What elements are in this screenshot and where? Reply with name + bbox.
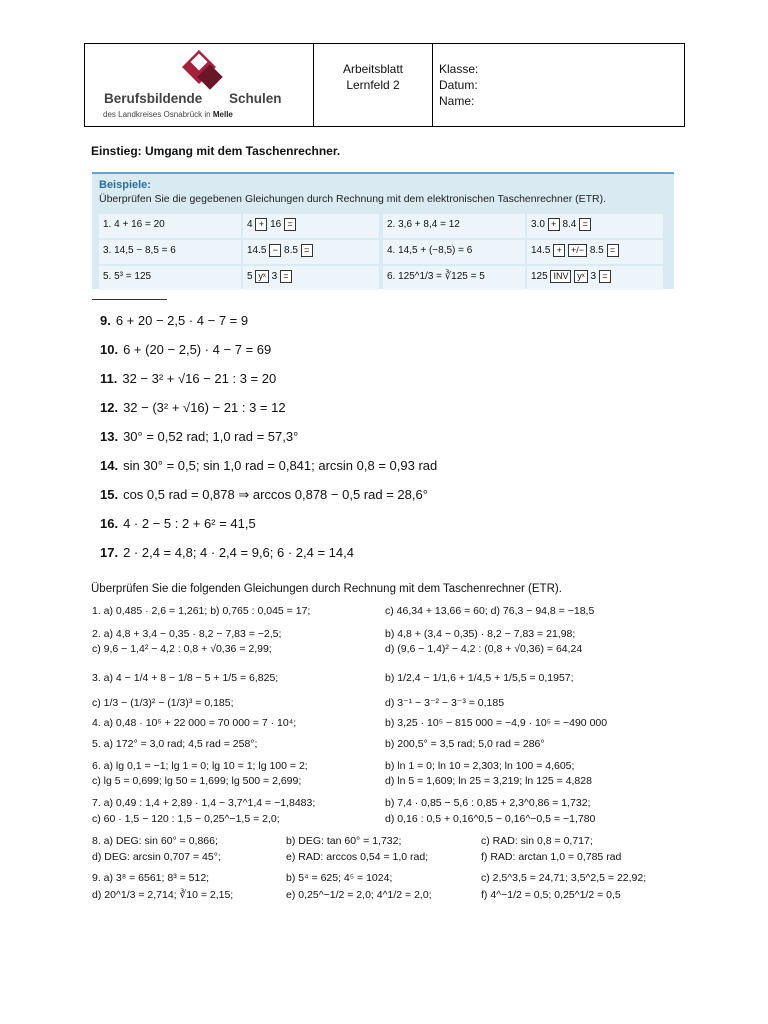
exercise-part-right: f) RAD: arctan 1,0 = 0,785 rad (481, 851, 622, 863)
example-equation: 1. 4 + 16 = 20 (99, 214, 241, 238)
key-value: 8.5 (589, 245, 604, 257)
exercise-part-left: c) 60 · 1,5 − 120 : 1,5 − 0,25^−1,5 = 2,0; (92, 813, 280, 825)
exercise-part-left: 3. a) 4 − 1/4 + 8 − 1/8 − 5 + 1/5 = 6,825; (92, 672, 279, 684)
exercise-part-left: d) DEG: arcsin 0,707 = 45°; (92, 851, 221, 863)
calculator-key: = (607, 244, 619, 257)
key-value: 3 (590, 271, 597, 283)
exercise-part-left: 1. a) 0,485 · 2,6 = 1,261; b) 0,765 : 0,045 = 17; (92, 605, 311, 617)
exercise-item: 14. sin 30° = 0,5; sin 1,0 rad = 0,841; arcsin 0,8 = 0,93 rad (100, 458, 438, 473)
calculator-key: = (280, 270, 292, 283)
exercise-part-left: 6. a) lg 0,1 = −1; lg 1 = 0; lg 10 = 1; lg 100 = 2; (92, 760, 308, 772)
student-info (432, 44, 684, 126)
exercise-item: 15. cos 0,5 rad = 0,878 ⇒ arccos 0,878 − 0,5 rad = 28,6° (100, 487, 428, 502)
calculator-key: = (301, 244, 313, 257)
calculator-key: = (579, 218, 591, 231)
key-value: 14.5 (531, 245, 551, 257)
exercise-part-middle: b) 5⁴ = 625; 4⁵ = 1024; (286, 872, 393, 884)
part2-heading: Überprüfen Sie die folgenden Gleichungen durch Rechnung mit dem Taschenrechner (ETR). (91, 583, 562, 595)
exercise-part-right: d) (9,6 − 1,4)² − 4,2 : (0,8 + √0,36) = 64,24 (385, 643, 583, 655)
key-value: 3 (271, 271, 278, 283)
examples-box (92, 172, 674, 289)
calculator-key: = (599, 270, 611, 283)
exercise-part-left: c) lg 5 = 0,699; lg 50 = 1,699; lg 500 = 2,699; (92, 775, 302, 787)
exercise-item: 9. 6 + 20 − 2,5 · 4 − 7 = 9 (100, 313, 249, 328)
exercise-part-right: c) RAD: sin 0,8 = 0,717; (481, 835, 593, 847)
exercise-item: 10. 6 + (20 − 2,5) · 4 − 7 = 69 (100, 342, 272, 357)
examples-title: Beispiele: (99, 179, 151, 191)
key-value: 4 (247, 219, 253, 231)
key-value: 125 (531, 271, 548, 283)
key-value: 16 (270, 219, 282, 231)
logo-word-2: Schulen (229, 91, 282, 106)
exercise-part-left: c) 1/3 − (1/3)² − (1/3)³ = 0,185; (92, 697, 234, 709)
calculator-key: yˣ (574, 270, 587, 283)
calculator-key: − (269, 244, 281, 257)
calculator-key: + (548, 218, 560, 231)
exercise-part-right: f) 4^−1/2 = 0,5; 0,25^1/2 = 0,5 (481, 889, 621, 901)
exercise-part-left: 2. a) 4,8 + 3,4 − 0,35 · 8,2 − 7,83 = −2,5; (92, 628, 282, 640)
exercise-part-right: b) 200,5° = 3,5 rad; 5,0 rad = 286° (385, 738, 545, 750)
example-keystrokes (243, 240, 379, 264)
exercise-part-right: c) 2,5^3,5 = 24,71; 3,5^2,5 = 22,92; (481, 872, 647, 884)
calculator-key: yˣ (255, 270, 268, 283)
example-equation: 2. 3,6 + 8,4 = 12 (383, 214, 525, 238)
datum-label: Datum: (439, 78, 478, 92)
exercise-part-right: b) ln 1 = 0; ln 10 = 2,303; ln 100 = 4,605; (385, 760, 575, 772)
exercise-item: 11. 32 − 3² + √16 − 21 : 3 = 20 (100, 371, 277, 386)
exercise-part-right: c) 46,34 + 13,66 = 60; d) 76,3 − 94,8 = −18,5 (385, 605, 595, 617)
key-value: 5 (247, 271, 253, 283)
worksheet-header (84, 43, 685, 127)
exercise-part-right: d) ln 5 = 1,609; ln 25 = 3,219; ln 125 = 4,828 (385, 775, 592, 787)
name-label: Name: (439, 94, 475, 108)
examples-description: Überprüfen Sie die gegebenen Gleichungen durch Rechnung mit dem elektronischen Taschenrechner (ETR). (99, 193, 607, 205)
example-equation: 4. 14,5 + (−8,5) = 6 (383, 240, 525, 264)
exercise-part-left: c) 9,6 − 1,4² − 4,2 : 0,8 + √0,36 = 2,99; (92, 643, 272, 655)
example-keystrokes (527, 266, 663, 290)
exercise-part-right: b) 1/2,4 − 1/1,6 + 1/4,5 + 1/5,5 = 0,1957; (385, 672, 574, 684)
worksheet-title: Arbeitsblatt Lernfeld 2 (313, 44, 432, 126)
exercise-item: 12. 32 − (3² + √16) − 21 : 3 = 12 (100, 400, 286, 415)
klasse-label: Klasse: (439, 62, 479, 76)
exercise-item: 17. 2 · 2,4 = 4,8; 4 · 2,4 = 9,6; 6 · 2,4 = 14,4 (100, 545, 354, 560)
exercise-part-right: b) 3,25 · 10⁵ − 815 000 = −4,9 · 10⁵ = −490 000 (385, 717, 608, 729)
exercise-part-right: d) 0,16 : 0,5 + 0,16^0,5 − 0,16^−0,5 = −1,780 (385, 813, 596, 825)
exercise-part-left: 7. a) 0,49 : 1,4 + 2,89 · 1,4 − 3,7^1,4 = −1,8483; (92, 797, 316, 809)
intro-heading: Einstieg: Umgang mit dem Taschenrechner. (91, 144, 341, 158)
logo-word-1: Berufsbildende (104, 91, 203, 106)
example-row (99, 240, 667, 264)
exercise-part-left: d) 20^1/3 = 2,714; ∛10 = 2,15; (92, 889, 234, 901)
example-keystrokes (243, 266, 379, 290)
key-value: 8.4 (562, 219, 577, 231)
exercise-part-right: b) 4,8 + (3,4 − 0,35) · 8,2 − 7,83 = 21,98; (385, 628, 576, 640)
school-logo (85, 44, 313, 126)
example-row (99, 266, 667, 290)
calculator-key: = (284, 218, 296, 231)
exercise-part-left: 5. a) 172° = 3,0 rad; 4,5 rad = 258°; (92, 738, 258, 750)
calculator-key: +/− (568, 244, 587, 257)
logo-subtitle: des Landkreises Osnabrück in Melle (103, 110, 233, 119)
exercise-part-middle: e) 0,25^−1/2 = 2,0; 4^1/2 = 2,0; (286, 889, 432, 901)
calculator-key: + (553, 244, 565, 257)
exercise-part-left: 9. a) 3⁸ = 6561; 8³ = 512; (92, 872, 210, 884)
calculator-key: + (255, 218, 267, 231)
example-equation: 5. 5³ = 125 (99, 266, 241, 290)
exercise-part-middle: b) DEG: tan 60° = 1,732; (286, 835, 402, 847)
example-keystrokes (527, 214, 663, 238)
exercise-item: 13. 30° = 0,52 rad; 1,0 rad = 57,3° (100, 429, 299, 444)
exercise-part-right: b) 7,4 · 0,85 − 5,6 : 0,85 + 2,3^0,86 = 1,732; (385, 797, 591, 809)
exercise-part-left: 8. a) DEG: sin 60° = 0,866; (92, 835, 218, 847)
example-keystrokes (527, 240, 663, 264)
example-equation: 3. 14,5 − 8,5 = 6 (99, 240, 241, 264)
key-value: 8.5 (284, 245, 298, 257)
exercise-part-middle: e) RAD: arccos 0,54 = 1,0 rad; (286, 851, 429, 863)
calculator-key: INV (550, 270, 571, 283)
exercise-item: 16. 4 · 2 − 5 : 2 + 6² = 41,5 (100, 516, 256, 531)
examples-grid (99, 214, 667, 292)
example-keystrokes (243, 214, 379, 238)
exercise-part-right: d) 3⁻¹ − 3⁻² − 3⁻³ = 0,185 (385, 697, 505, 709)
divider (92, 299, 167, 300)
example-row (99, 214, 667, 238)
key-value: 3.0 (531, 219, 545, 231)
key-value: 14.5 (247, 245, 267, 257)
example-equation: 6. 125^1/3 = ∛125 = 5 (383, 266, 525, 290)
exercise-part-left: 4. a) 0,48 · 10⁵ + 22 000 = 70 000 = 7 · 10⁴; (92, 717, 297, 729)
